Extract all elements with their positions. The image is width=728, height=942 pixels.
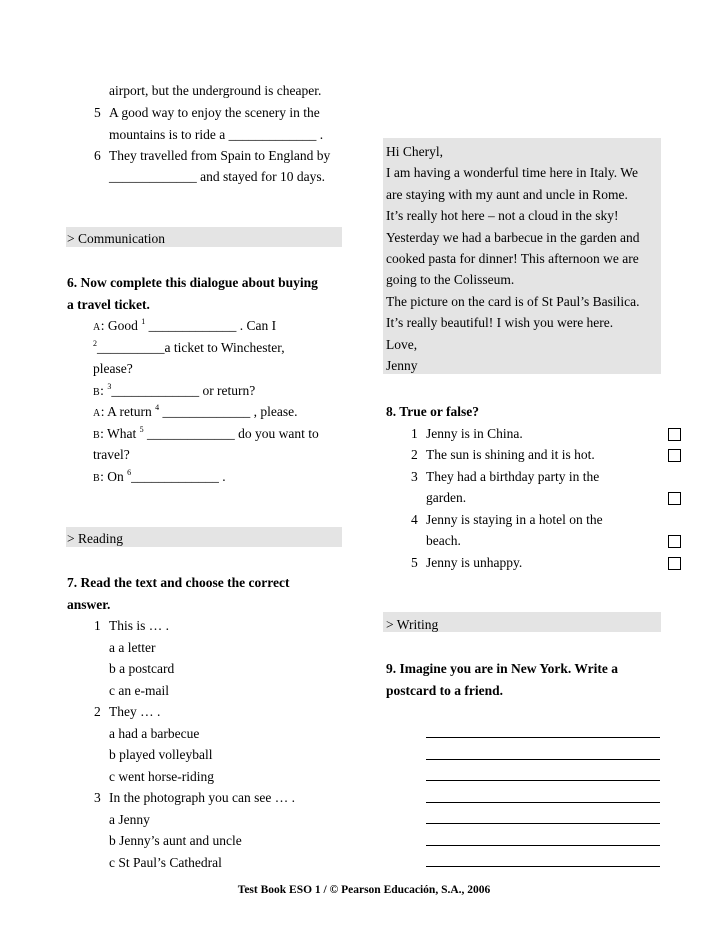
item-number: 1: [411, 426, 418, 441]
option: b played volleyball: [109, 747, 213, 762]
item-number: 5: [411, 555, 418, 570]
exercise-6-title: 6. Now complete this dialogue about buying: [67, 275, 318, 290]
statement: The sun is shining and it is hot.: [426, 447, 595, 462]
writing-line[interactable]: [426, 823, 660, 824]
dialogue-line-1: A: Good $^1$ _____________ . Can I: [93, 317, 277, 333]
statement-continued: garden.: [426, 490, 467, 505]
postcard-line: I am having a wonderful time here in Italy. We: [386, 165, 638, 181]
question-number: 3: [94, 790, 101, 805]
writing-line[interactable]: [426, 737, 660, 738]
true-false-checkbox[interactable]: [668, 535, 681, 548]
question-2: They … .: [109, 704, 161, 719]
footer: Test Book ESO 1 / © Pearson Educación, S.A., 2006: [237, 884, 491, 896]
option: a Jenny: [109, 812, 150, 827]
dialogue-line-4: B: $^3$_____________ or return?: [93, 382, 256, 398]
option: a a letter: [109, 640, 156, 655]
item-number: 2: [411, 447, 418, 462]
true-false-checkbox[interactable]: [668, 557, 681, 570]
option: c St Paul’s Cathedral: [109, 855, 222, 870]
writing-line[interactable]: [426, 845, 660, 846]
postcard-line: The picture on the card is of St Paul’s Basilica.: [386, 293, 640, 309]
postcard-line: Love,: [386, 336, 418, 352]
dialogue-line-6: B: What $^5$ _____________ do you want to: [93, 425, 319, 441]
statement-continued: beach.: [426, 533, 461, 548]
question-number: 2: [94, 704, 101, 719]
writing-line[interactable]: [426, 780, 660, 781]
exercise-6-title-2: a travel ticket.: [67, 297, 150, 312]
item-5-text-2: mountains is to ride a _____________ .: [109, 127, 324, 142]
writing-line[interactable]: [426, 802, 660, 803]
statement: Jenny is unhappy.: [426, 555, 523, 570]
section-communication: > Communication: [67, 231, 165, 246]
postcard-line: Jenny: [386, 358, 418, 373]
dialogue-line-7: travel?: [93, 447, 130, 462]
postcard-line: It’s really hot here – not a cloud in the sky!: [386, 208, 619, 224]
postcard-line: cooked pasta for dinner! This afternoon we are: [386, 251, 639, 266]
true-false-checkbox[interactable]: [668, 492, 681, 505]
question-1: This is … .: [109, 618, 170, 633]
item-number: 3: [411, 469, 418, 484]
postcard-line: It’s really beautiful! I wish you were here.: [386, 315, 614, 331]
exercise-7-title-2: answer.: [67, 597, 111, 612]
option: b Jenny’s aunt and uncle: [109, 833, 242, 848]
postcard-line: are staying with my aunt and uncle in Rome.: [386, 186, 628, 202]
dialogue-line-3: please?: [93, 361, 133, 376]
item-6-text: They travelled from Spain to England by: [109, 148, 331, 163]
option: c an e-mail: [109, 683, 169, 698]
item-number: 4: [411, 512, 418, 527]
question-3: In the photograph you can see … .: [109, 790, 295, 805]
option: c went horse-riding: [109, 769, 214, 784]
dialogue-line-8: B: On $^6$_____________ .: [93, 468, 226, 484]
dialogue-line-5: A: A return $^4$ _____________ , please.: [93, 403, 298, 419]
option: a had a barbecue: [109, 726, 200, 741]
item-number: 5: [94, 105, 101, 120]
true-false-checkbox[interactable]: [668, 428, 681, 441]
section-writing: > Writing: [386, 617, 439, 632]
writing-line[interactable]: [426, 759, 660, 760]
postcard-line: going to the Colisseum.: [386, 272, 515, 288]
item-6-text-2: _____________ and stayed for 10 days.: [109, 169, 325, 184]
postcard-line: Hi Cheryl,: [386, 144, 443, 159]
exercise-8-title: 8. True or false?: [386, 404, 479, 419]
statement: Jenny is staying in a hotel on the: [426, 512, 603, 527]
exercise-7-title: 7. Read the text and choose the correct: [67, 575, 290, 590]
dialogue-line-2: $^2$__________a ticket to Winchester,: [93, 339, 285, 355]
item-number: 6: [94, 148, 101, 163]
question-number: 1: [94, 618, 101, 633]
exercise-9-title: 9. Imagine you are in New York. Write a: [386, 661, 618, 676]
statement: They had a birthday party in the: [426, 469, 600, 484]
true-false-checkbox[interactable]: [668, 449, 681, 462]
option: b a postcard: [109, 661, 175, 676]
continued-line: airport, but the underground is cheaper.: [109, 83, 322, 98]
statement: Jenny is in China.: [426, 426, 523, 441]
item-5-text: A good way to enjoy the scenery in the: [109, 105, 320, 120]
section-reading: > Reading: [67, 531, 123, 546]
postcard-line: Yesterday we had a barbecue in the garden and: [386, 229, 640, 245]
exercise-9-title-2: postcard to a friend.: [386, 683, 503, 698]
writing-line[interactable]: [426, 866, 660, 867]
